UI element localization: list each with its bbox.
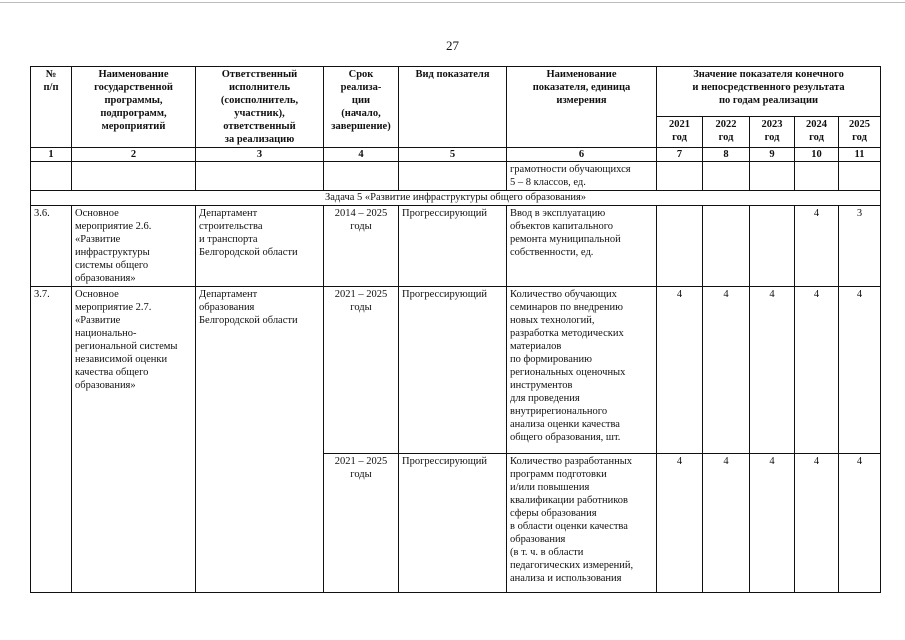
table-cell (324, 162, 399, 191)
value-2025: 3 (839, 206, 881, 287)
table-cell (72, 162, 196, 191)
row-number: 3.6. (31, 206, 72, 287)
indicator-type-cell: Прогрессирующий (399, 287, 507, 454)
column-number: 4 (324, 148, 399, 162)
table-cell (196, 162, 324, 191)
column-number-row (31, 148, 881, 162)
column-number: 10 (795, 148, 839, 162)
value-2021: 4 (657, 454, 703, 593)
header-no: № п/п (31, 67, 72, 148)
table-row-continuation (31, 162, 881, 191)
column-number: 9 (750, 148, 795, 162)
indicator-name-cell: Количество разработанных программ подготовки и/или повышения квалификации работников сферы образования в области оценки качества образования (в т. ч. в области педагогических измерений, анализа и использования (507, 454, 657, 593)
header-year-2021: 2021 год (657, 116, 703, 147)
executor-cell: Департамент образования Белгородской области (196, 287, 324, 593)
indicator-type-cell: Прогрессирующий (399, 206, 507, 287)
scan-edge-line (0, 2, 905, 3)
indicator-type-cell: Прогрессирующий (399, 454, 507, 593)
task-row (31, 191, 881, 206)
column-number: 1 (31, 148, 72, 162)
column-number: 2 (72, 148, 196, 162)
row-number: 3.7. (31, 287, 72, 593)
program-table (30, 66, 881, 593)
column-number: 6 (507, 148, 657, 162)
term-cell: 2021 – 2025 годы (324, 454, 399, 593)
program-name-cell: Основное мероприятие 2.7. «Развитие национально- региональной системы независимой оценки качества общего образования» (72, 287, 196, 593)
header-row-main (31, 67, 881, 117)
header-year-2022: 2022 год (703, 116, 750, 147)
value-2024: 4 (795, 287, 839, 454)
value-2024: 4 (795, 454, 839, 593)
value-2025: 4 (839, 287, 881, 454)
header-indicator-type: Вид показателя (399, 67, 507, 148)
header-indicator-name: Наименование показателя, единица измерения (507, 67, 657, 148)
value-2023: 4 (750, 287, 795, 454)
task-title: Задача 5 «Развитие инфраструктуры общего образования» (31, 191, 881, 206)
header-year-2023: 2023 год (750, 116, 795, 147)
indicator-name-cell: Ввод в эксплуатацию объектов капитального ремонта муниципальной собственности, ед. (507, 206, 657, 287)
column-number: 5 (399, 148, 507, 162)
column-number: 11 (839, 148, 881, 162)
program-name-cell: Основное мероприятие 2.6. «Развитие инфраструктуры системы общего образования» (72, 206, 196, 287)
executor-cell: Департамент строительства и транспорта Белгородской области (196, 206, 324, 287)
table-cell (750, 162, 795, 191)
value-2021 (657, 206, 703, 287)
column-number: 7 (657, 148, 703, 162)
term-cell: 2014 – 2025 годы (324, 206, 399, 287)
table-cell (31, 162, 72, 191)
value-2023: 4 (750, 454, 795, 593)
table-cell (839, 162, 881, 191)
value-2021: 4 (657, 287, 703, 454)
header-year-2025: 2025 год (839, 116, 881, 147)
header-values-group: Значение показателя конечного и непосредственного результата по годам реализации (657, 67, 881, 117)
table-cell (657, 162, 703, 191)
header-executor: Ответственный исполнитель (соисполнитель, участник), ответственный за реализацию (196, 67, 324, 148)
table-cell (703, 162, 750, 191)
table-row (31, 206, 881, 287)
column-number: 8 (703, 148, 750, 162)
value-2024: 4 (795, 206, 839, 287)
value-2025: 4 (839, 454, 881, 593)
header-year-2024: 2024 год (795, 116, 839, 147)
indicator-name-cell: Количество обучающих семинаров по внедрению новых технологий, разработка методических материалов по формированию региональных оценочных инструментов для проведения внутрирегионального анализа оценки качества общего образования, шт. (507, 287, 657, 454)
term-cell: 2021 – 2025 годы (324, 287, 399, 454)
column-number: 3 (196, 148, 324, 162)
table-cell (795, 162, 839, 191)
table-cell (399, 162, 507, 191)
value-2022 (703, 206, 750, 287)
header-program: Наименование государственной программы, подпрограмм, мероприятий (72, 67, 196, 148)
table-row (31, 287, 881, 454)
header-term: Срок реализа- ции (начало, завершение) (324, 67, 399, 148)
value-2022: 4 (703, 287, 750, 454)
value-2022: 4 (703, 454, 750, 593)
value-2023 (750, 206, 795, 287)
indicator-name-cell: грамотности обучающихся 5 – 8 классов, ед. (507, 162, 657, 191)
page-number: 27 (446, 38, 459, 53)
